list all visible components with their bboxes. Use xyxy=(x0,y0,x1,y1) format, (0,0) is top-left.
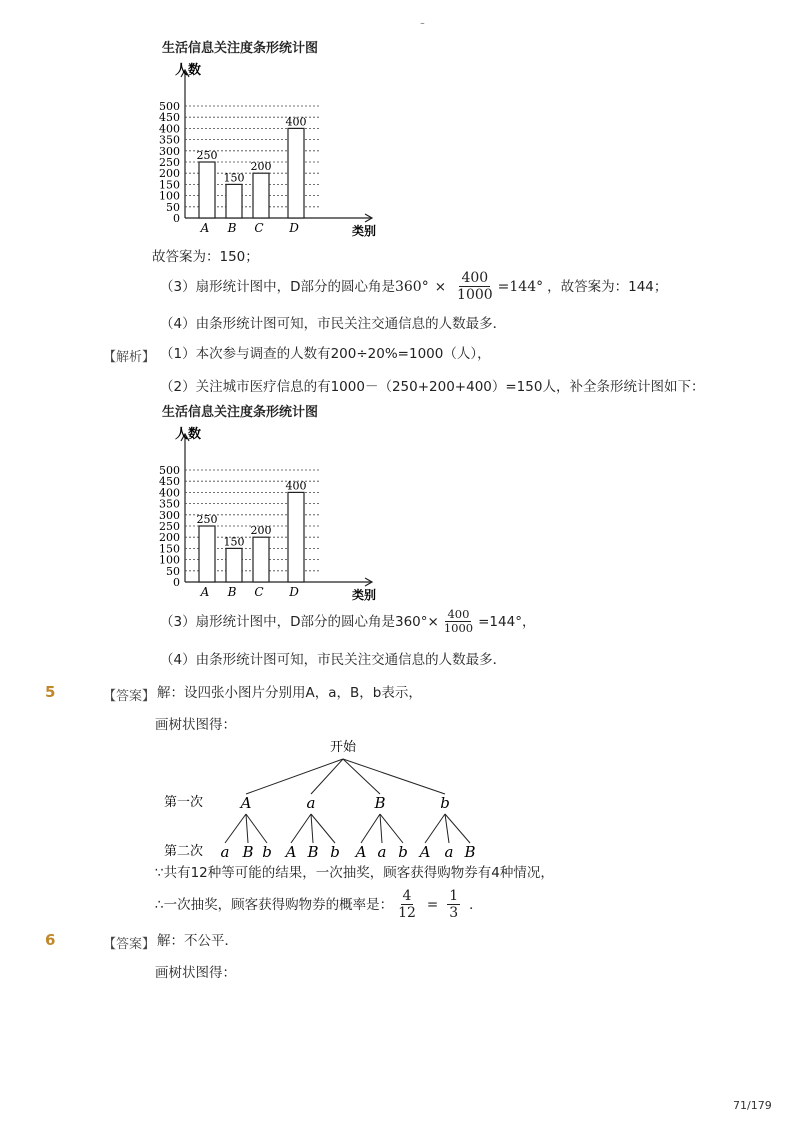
x-tick-label-A: A xyxy=(200,585,210,599)
tree-node-second: a xyxy=(444,843,454,861)
part3-line xyxy=(160,270,667,303)
tree-node-second: A xyxy=(419,843,431,861)
part3-deg: 360° xyxy=(394,278,429,295)
part3-fraction-den: 1000 xyxy=(457,287,493,303)
q5-answer-tag: 【答案】 xyxy=(103,689,156,704)
data-label-A: 250 xyxy=(196,513,218,526)
tree-branch xyxy=(380,814,382,843)
data-label-B: 150 xyxy=(223,171,245,185)
y-tick-label: 300 xyxy=(159,144,180,158)
analysis-part1: （1）本次参与调查的人数有200÷20%=1000（人）， xyxy=(160,346,491,362)
analysis-part3-line xyxy=(160,608,535,635)
x-tick-label-A: A xyxy=(200,221,210,235)
y-tick-label: 50 xyxy=(166,564,180,578)
tree-branch xyxy=(311,814,313,843)
analysis-tag: 【解析】 xyxy=(103,350,156,365)
bar-C xyxy=(253,173,269,218)
chart2-title: 生活信息关注度条形统计图 xyxy=(162,405,319,420)
tree-node-second: a xyxy=(377,843,387,861)
data-label-D: 400 xyxy=(285,115,307,129)
bar-chart-2 xyxy=(150,422,390,604)
q5-eq: = xyxy=(426,896,439,913)
y-tick-label: 250 xyxy=(159,520,180,533)
tree-branch xyxy=(361,814,380,843)
q5-line4-prefix: ∴一次抽奖，顾客获得购物券的概率是： xyxy=(155,896,394,913)
analysis-part4: （4）由条形统计图可知，市民关注交通信息的人数最多． xyxy=(160,652,507,668)
frac1-den: 12 xyxy=(398,905,416,921)
y-tick-label: 150 xyxy=(159,178,180,192)
y-tick-label: 400 xyxy=(159,486,180,500)
tree-branch xyxy=(311,814,335,843)
tree-node-second: A xyxy=(285,843,297,861)
y-tick-label: 50 xyxy=(166,200,180,214)
y-tick-label: 500 xyxy=(159,100,180,113)
tree-branch xyxy=(380,814,403,843)
tree-node-second: B xyxy=(307,843,319,861)
tree-node-second: b xyxy=(330,843,340,861)
analysis-part3-num: 400 xyxy=(447,607,470,621)
q6-line1: 解：不公平． xyxy=(157,933,238,949)
data-label-A: 250 xyxy=(196,149,218,162)
tree-node-second: B xyxy=(242,843,254,861)
y-tick-label: 0 xyxy=(173,212,180,225)
q5-line4 xyxy=(155,888,483,921)
frac2-num: 1 xyxy=(449,888,459,904)
bar-D xyxy=(288,492,304,582)
answer-line: 故答案为：150； xyxy=(152,249,259,265)
tree-node-first: A xyxy=(240,794,252,812)
tree-branch xyxy=(246,814,248,843)
analysis-part3-fraction xyxy=(442,608,475,635)
y-tick-label: 300 xyxy=(159,508,180,522)
part3-fraction xyxy=(455,270,495,303)
bar-B xyxy=(226,184,242,218)
bar-C xyxy=(253,537,269,582)
part3-fraction-num: 400 xyxy=(461,270,489,286)
tree-diagram xyxy=(150,735,510,865)
y-axis-label: 人数 xyxy=(175,63,202,78)
x-tick-label-B: B xyxy=(227,585,237,599)
part3-prefix: （3）扇形统计图中，D部分的圆心角是 xyxy=(160,278,395,295)
q6-line2: 画树状图得： xyxy=(155,965,236,981)
q5-line4-suffix: ． xyxy=(469,896,483,913)
frac1-num: 4 xyxy=(402,888,412,904)
y-axis-label: 人数 xyxy=(175,427,202,442)
bar-chart-1 xyxy=(150,58,390,240)
analysis-part3-den: 1000 xyxy=(443,621,474,635)
x-axis-label: 类别 xyxy=(352,588,377,602)
tree-branch xyxy=(343,759,445,794)
bar-D xyxy=(288,128,304,218)
y-tick-label: 500 xyxy=(159,464,180,477)
x-tick-label-B: B xyxy=(227,221,237,235)
header-mark: - xyxy=(420,15,425,31)
analysis-part2: （2）关注城市医疗信息的有1000－（250+200+400）=150人，补全条形统计图如下： xyxy=(160,379,705,395)
question-number-5: 5 xyxy=(45,683,56,701)
x-tick-label-C: C xyxy=(254,585,264,599)
frac2-den: 3 xyxy=(449,905,459,921)
data-label-C: 200 xyxy=(250,160,272,174)
tree-nodes xyxy=(221,794,476,861)
data-label-D: 400 xyxy=(285,479,307,493)
tree-node-first: b xyxy=(440,794,450,812)
tree-branch xyxy=(246,759,343,794)
tree-node-second: b xyxy=(398,843,408,861)
analysis-part3-suffix: =144°， xyxy=(478,613,536,630)
y-tick-label: 350 xyxy=(159,133,180,147)
tree-branch xyxy=(291,814,311,843)
y-tick-label: 450 xyxy=(159,111,180,125)
bar-A xyxy=(199,162,215,218)
analysis-part3-prefix: （3）扇形统计图中，D部分的圆心角是360°× xyxy=(160,613,439,630)
chart1-title: 生活信息关注度条形统计图 xyxy=(162,41,319,56)
y-tick-label: 100 xyxy=(159,189,180,203)
tree-lines xyxy=(225,759,470,843)
tree-level1-label: 第一次 xyxy=(164,795,204,810)
data-label-C: 200 xyxy=(250,524,272,538)
q5-line2: 画树状图得： xyxy=(155,717,236,733)
bar-B xyxy=(226,548,242,582)
tree-node-second: B xyxy=(464,843,476,861)
bar-A xyxy=(199,526,215,582)
y-tick-label: 350 xyxy=(159,497,180,511)
x-tick-label-C: C xyxy=(254,221,264,235)
x-tick-label-D: D xyxy=(289,221,299,235)
x-axis-label: 类别 xyxy=(352,224,377,238)
tree-node-first: B xyxy=(374,794,386,812)
q6-answer-tag: 【答案】 xyxy=(103,937,156,952)
tree-node-second: b xyxy=(262,843,272,861)
tree-node-second: A xyxy=(355,843,367,861)
y-tick-label: 200 xyxy=(159,167,180,181)
y-tick-label: 250 xyxy=(159,156,180,169)
part3-suffix: ，故答案为：144； xyxy=(547,278,668,295)
data-label-B: 150 xyxy=(223,535,245,549)
tree-branch xyxy=(246,814,267,843)
y-tick-label: 200 xyxy=(159,531,180,545)
tree-node-second: a xyxy=(220,843,230,861)
x-tick-label-D: D xyxy=(289,585,299,599)
tree-level2-label: 第二次 xyxy=(164,844,204,859)
y-tick-label: 100 xyxy=(159,553,180,567)
part4-line: （4）由条形统计图可知，市民关注交通信息的人数最多． xyxy=(160,316,507,332)
probability-fraction-2 xyxy=(447,888,460,921)
part3-times: × xyxy=(434,278,447,295)
probability-fraction-1 xyxy=(396,888,418,921)
page-number: 71/179 xyxy=(733,1099,772,1112)
y-tick-label: 400 xyxy=(159,122,180,136)
tree-node-first: a xyxy=(306,794,316,812)
tree-branch xyxy=(225,814,246,843)
part3-eq: =144° xyxy=(497,278,544,295)
y-tick-label: 150 xyxy=(159,542,180,556)
tree-branch xyxy=(425,814,445,843)
tree-root: 开始 xyxy=(330,740,357,755)
y-tick-label: 0 xyxy=(173,576,180,589)
question-number-6: 6 xyxy=(45,931,56,949)
y-tick-label: 450 xyxy=(159,475,180,489)
tree-branch xyxy=(343,759,380,794)
q5-line3: ∵共有12种等可能的结果，一次抽奖，顾客获得购物券有4种情况， xyxy=(155,865,554,881)
q5-line1: 解：设四张小图片分别用A，a，B，b表示， xyxy=(157,685,422,701)
